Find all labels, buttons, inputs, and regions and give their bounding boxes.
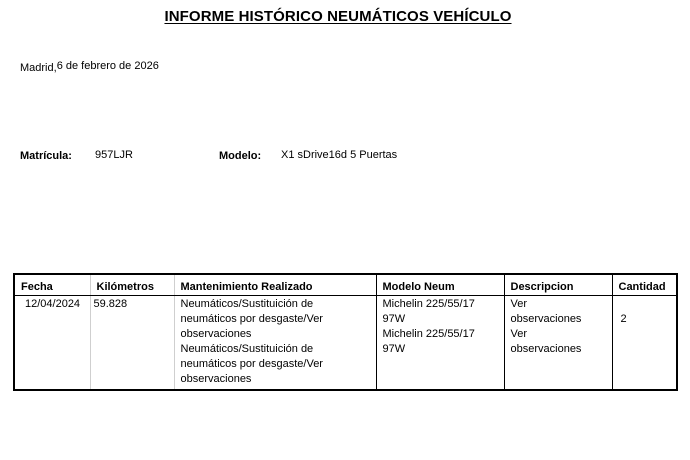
table-header-row xyxy=(14,274,677,296)
modelo-line: Michelin 225/55/17 xyxy=(382,298,475,310)
col-descripcion: Descripcion xyxy=(504,274,612,296)
modelo-line: 97W xyxy=(382,343,406,355)
mant-line: observaciones xyxy=(180,373,252,385)
desc-line: Ver xyxy=(510,328,528,340)
cell-kilometros: 59.828 xyxy=(90,296,174,391)
cantidad-value: 2 xyxy=(620,313,627,325)
cell-descripcion xyxy=(504,296,612,391)
plate-value: 957LJR xyxy=(95,149,133,161)
mant-line: observaciones xyxy=(180,328,252,340)
model-label: Modelo: xyxy=(219,150,262,162)
cell-cantidad xyxy=(612,296,677,391)
modelo-line: Michelin 225/55/17 xyxy=(382,328,475,340)
mant-line: neumáticos por desgaste/Ver xyxy=(180,313,323,325)
plate-label: Matrícula: xyxy=(20,150,72,162)
col-kilometros: Kilómetros xyxy=(90,274,174,296)
col-fecha: Fecha xyxy=(14,274,90,296)
col-modelo-neum: Modelo Neum xyxy=(376,274,504,296)
model-value: X1 sDrive16d 5 Puertas xyxy=(281,149,398,161)
desc-line: Ver xyxy=(510,298,528,310)
mant-line: Neumáticos/Sustituición de xyxy=(180,298,314,310)
desc-line: observaciones xyxy=(510,313,582,325)
modelo-line: 97W xyxy=(382,313,406,325)
mant-line: neumáticos por desgaste/Ver xyxy=(180,358,323,370)
col-cantidad: Cantidad xyxy=(612,274,677,296)
place-date xyxy=(20,60,159,72)
cell-fecha: 12/04/2024 xyxy=(14,296,90,391)
cell-mantenimiento xyxy=(174,296,376,391)
city: Madrid, xyxy=(20,62,57,74)
col-mantenimiento: Mantenimiento Realizado xyxy=(174,274,376,296)
mant-line: Neumáticos/Sustituición de xyxy=(180,343,314,355)
tyre-history-table xyxy=(13,273,678,391)
desc-line: observaciones xyxy=(510,343,582,355)
report-title: INFORME HISTÓRICO NEUMÁTICOS VEHÍCULO xyxy=(164,8,512,25)
report-date: 6 de febrero de 2026 xyxy=(56,60,159,72)
table-row xyxy=(14,296,677,391)
cell-modelo-neum xyxy=(376,296,504,391)
